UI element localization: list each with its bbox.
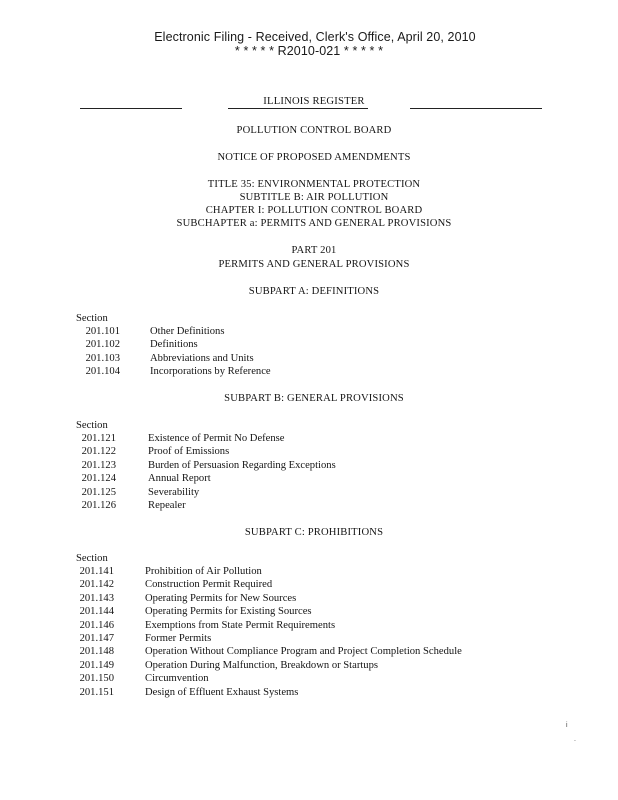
chapter-heading: CHAPTER I: POLLUTION CONTROL BOARD (205, 205, 423, 216)
section-entry (0, 339, 618, 352)
subpart-a-section-list (0, 326, 618, 380)
section-title: Operating Permits for Existing Sources (145, 606, 312, 618)
section-entry (0, 353, 618, 366)
section-number: 201.148 (79, 646, 114, 658)
header-rule-left (80, 108, 182, 109)
part-number: PART 201 (291, 245, 337, 256)
scan-mark: i (566, 722, 568, 729)
section-title: Existence of Permit No Defense (148, 433, 285, 444)
section-entry (0, 473, 618, 486)
register-header (0, 96, 618, 110)
section-number: 201.123 (81, 459, 116, 471)
section-number: 201.125 (81, 486, 116, 498)
section-title: Exemptions from State Permit Requirements (145, 619, 336, 631)
section-label: Section (76, 553, 108, 564)
register-title: ILLINOIS REGISTER (263, 96, 365, 107)
section-entry (0, 593, 618, 606)
section-number: 201.103 (85, 352, 120, 364)
subchapter-heading: SUBCHAPTER a: PERMITS AND GENERAL PROVISIONS (176, 218, 452, 229)
section-entry (0, 660, 618, 673)
section-title: Repealer (148, 499, 186, 511)
section-title: Abbreviations and Units (150, 352, 254, 364)
subpart-c-section-list (0, 566, 618, 700)
filing-docket-number: * * * * * R2010-021 * * * * * (234, 44, 384, 58)
section-title: Incorporations by Reference (150, 366, 271, 378)
section-title: Operating Permits for New Sources (145, 592, 297, 604)
section-entry (0, 460, 618, 473)
section-entry (0, 433, 618, 446)
section-entry (0, 620, 618, 633)
section-title: Proof of Emissions (148, 446, 230, 458)
section-number: 201.121 (81, 433, 116, 444)
section-number: 201.142 (79, 579, 114, 591)
subtitle-heading: SUBTITLE B: AIR POLLUTION (239, 192, 389, 203)
header-rule-middle (228, 108, 368, 109)
section-number: 201.146 (79, 619, 114, 631)
board-name: POLLUTION CONTROL BOARD (236, 125, 392, 136)
section-number: 201.149 (79, 659, 114, 671)
section-entry (0, 446, 618, 459)
section-title: Circumvention (145, 673, 209, 685)
section-title: Annual Report (148, 473, 211, 485)
subpart-heading: SUBPART A: DEFINITIONS (248, 286, 380, 297)
section-entry (0, 366, 618, 379)
section-number: 201.150 (79, 673, 114, 685)
section-number: 201.143 (79, 592, 114, 604)
subpart-heading: SUBPART C: PROHIBITIONS (244, 527, 384, 538)
section-number: 201.126 (81, 499, 116, 511)
section-entry (0, 566, 618, 579)
section-title: Operation Without Compliance Program and Project Completion Schedule (145, 646, 462, 658)
title-heading: TITLE 35: ENVIRONMENTAL PROTECTION (207, 179, 421, 190)
section-number: 201.151 (79, 686, 114, 698)
section-number: 201.124 (81, 473, 116, 485)
scan-mark: . (574, 736, 576, 743)
section-label: Section (76, 420, 108, 431)
header-rule-right (410, 108, 542, 109)
section-entry (0, 326, 618, 339)
section-number: 201.101 (85, 326, 120, 337)
section-title: Former Permits (145, 632, 212, 644)
section-title: Design of Effluent Exhaust Systems (145, 686, 299, 698)
part-name: PERMITS AND GENERAL PROVISIONS (218, 259, 410, 270)
section-title: Other Definitions (150, 326, 225, 337)
section-number: 201.102 (85, 339, 120, 351)
subpart-heading: SUBPART B: GENERAL PROVISIONS (224, 393, 404, 404)
section-entry (0, 579, 618, 592)
section-title: Severability (148, 486, 200, 498)
section-title: Construction Permit Required (145, 579, 273, 591)
section-title: Burden of Persuasion Regarding Exceptions (148, 459, 336, 471)
filing-stamp-line: Electronic Filing - Received, Clerk's Office, April 20, 2010 (154, 30, 476, 44)
section-title: Prohibition of Air Pollution (145, 566, 262, 577)
section-entry (0, 646, 618, 659)
section-title: Operation During Malfunction, Breakdown or Startups (145, 659, 379, 671)
section-entry (0, 633, 618, 646)
section-title: Definitions (150, 339, 198, 351)
section-number: 201.122 (81, 446, 116, 458)
section-entry (0, 500, 618, 513)
section-number: 201.147 (79, 632, 114, 644)
section-entry (0, 673, 618, 686)
section-number: 201.141 (79, 566, 114, 577)
section-number: 201.144 (79, 606, 114, 618)
notice-title: NOTICE OF PROPOSED AMENDMENTS (217, 152, 411, 163)
section-entry (0, 606, 618, 619)
section-number: 201.104 (85, 366, 120, 378)
section-label: Section (76, 313, 108, 324)
section-entry (0, 687, 618, 700)
section-entry (0, 487, 618, 500)
subpart-b-section-list (0, 433, 618, 513)
